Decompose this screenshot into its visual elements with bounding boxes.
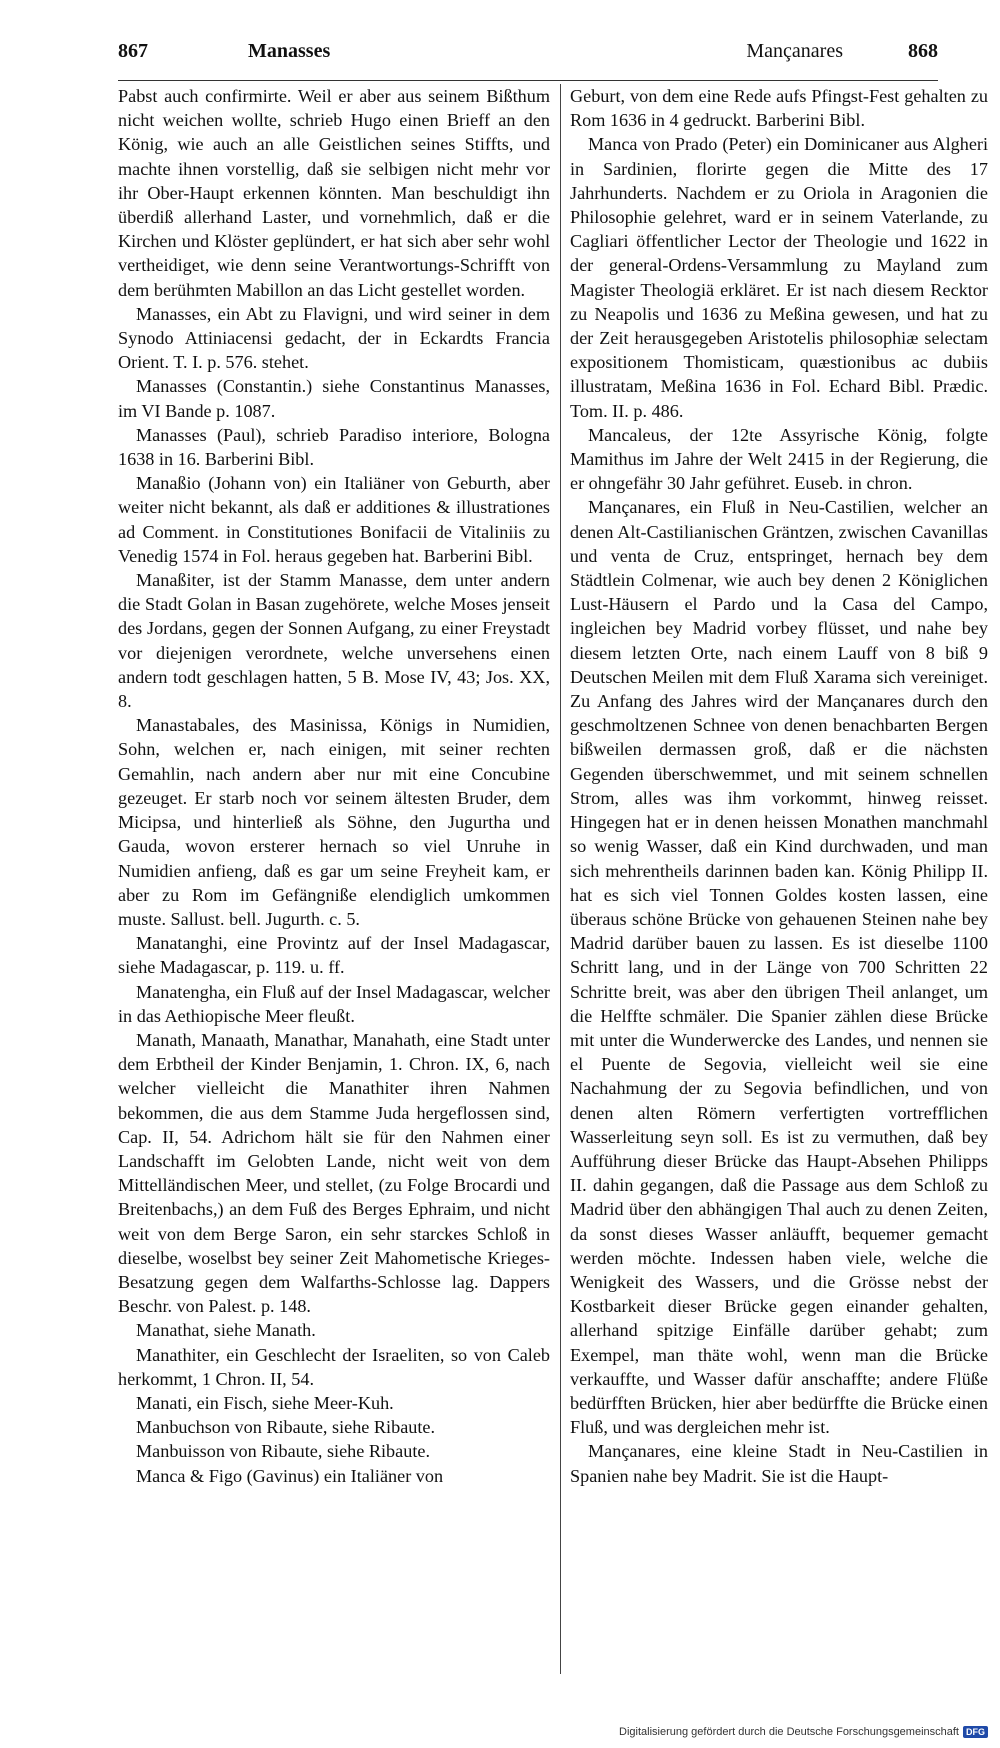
page-number-right: 868 xyxy=(908,40,938,62)
dictionary-entry: Manasses, ein Abt zu Flavigni, und wird seiner in dem Synodo Attiniacensi gedacht, der in Eckardts Francia Orient. T. I. p. 576. stehet. xyxy=(118,303,550,373)
dictionary-entry: Manastabales, des Masinissa, Königs in Numidien, Sohn, welchen er, nach einigen, mit seiner rechten Gemahlin, nach andern aber nur mit eine Concubine gezeuget. Er starb noch vor seinem ältesten Bruder, dem Micipsa, und hinterließ als Söhne, den Jugurtha und Gauda, wovon ersterer hernach so viel Unruhe in Numidien anfieng, daß es gar um seine Freyheit kam, er aber zu Rom im Gefängniße elendiglich umkommen muste. Sallust. bell. Jugurth. c. 5. xyxy=(118,715,550,929)
dictionary-entry: Manatanghi, eine Provintz auf der Insel Madagascar, siehe Madagascar, p. 119. u. ff. xyxy=(118,933,550,978)
dfg-logo-icon: DFG xyxy=(963,1726,988,1738)
dictionary-entry: Geburt, von dem eine Rede aufs Pfingst-Fest gehalten zu Rom 1636 in 4 gedruckt. Barberini Bibl. xyxy=(570,86,988,131)
dictionary-entry: Manca von Prado (Peter) ein Dominicaner aus Algheri in Sardinien, florirte gegen die Mitte des 17 Jahrhunderts. Nachdem er zu Oriola in Aragonien die Philosophie gelehret, ward er in seinem Vaterlande, zu Cagliari öffentlicher Lector der Theologie und 1622 in der general-Ordens-Versammlung zu Mayland zum Magister Theologiä erkläret. Er ist nach diesem Recktor zu Neapolis und 1636 zu Meßina gewesen, und hat zu der Zeit herausgegeben Aristotelis philosophiæ selectam expositionem Thomisticam, quæstionibus ac dubiis illustratam, Meßina 1636 in Fol. Echard Bibl. Prædic. Tom. II. p. 486. xyxy=(570,134,988,421)
dictionary-entry: Manasses (Constantin.) siehe Constantinus Manasses, im VI Bande p. 1087. xyxy=(118,376,550,421)
column-divider xyxy=(560,84,561,1674)
dictionary-entry: Manca & Figo (Gavinus) ein Italiäner von xyxy=(136,1465,444,1486)
footer-credit: Digitalisierung gefördert durch die Deutsche Forschungsgemeinschaft xyxy=(619,1726,959,1738)
right-column xyxy=(570,84,988,1488)
dictionary-entry: Pabst auch confirmirte. Weil er aber aus seinem Bißthum nicht weichen wollte, schrieb Hugo einen Brieff an den König, wie auch an alle Geistlichen seines Stiffts, und machte ihnen vorstellig, daß sie selbigen nicht mehr vor ihr Ober-Haupt erkennen könnten. Man beschuldigt ihn überdiß allerhand Laster, und vornehmlich, daß er die Kirchen und Klöster geplündert, er hat sich aber sehr wohl vertheidiget, wie denn seine Verantwortungs-Schrifft von dem berühmten Mabillon an das Licht gestellet worden. xyxy=(118,86,550,300)
dictionary-entry: Mançanares, ein Fluß in Neu-Castilien, welcher an denen Alt-Castilianischen Gräntzen, zwischen Cavanillas und venta de Cruz, entspringet, hernach bey dem Städtlein Colmenar, wie auch bey denen 2 Königlichen Lust-Häusern el Pardo und la Casa del Campo, ingleichen bey Madrid vorbey flüsset, und nahe bey diesem letzten Orte, nach einem Lauff von 8 biß 9 Deutschen Meilen mit dem Fluß Xarama sich vereiniget. Zu Anfang des Jahres wird der Mançanares durch den geschmoltzenen Schnee von denen benachbarten Bergen bißweilen dermassen groß, daß er die nächsten Gegenden überschwemmet, und mit seinem schnellen Strom, alles was ihm vorkommt, hinweg reisset. Hingegen hat er in denen heissen Monathen manchmahl so wenig Wasser, daß ein Kind durchwaden, und man sich mehrentheils darinnen baden kan. König Philipp II. hat es sich viel Tonnen Goldes kosten lassen, eine überaus schöne Brücke von gehauenen Steinen nahe bey Madrid darüber bauen zu lassen. Es ist dieselbe 1100 Schritt lang, und in der Länge von 700 Schritten 22 Schritte breit, was aber den übrigen Theil anlanget, um die Helffte schmäler. Die Spanier zählen diese Brücke mit unter die Wunderwercke des Landes, und nennen sie el Puente de Segovia, vielleicht weil sie eine Nachahmung der zu Segovia befindlichen, und von denen alten Römern verfertigten vortrefflichen Wasserleitung seyn soll. Es ist zu vermuthen, daß bey Aufführung dieser Brücke das Haupt-Absehen Philipps II. dahin gegangen, daß die Passage aus dem Schloß zu Madrid über den abhängigen Thal auch zu denen Zeiten, da sonst dieses Wasser anläufft, bequemer gemacht werden möchte. Indessen haben viele, welche die Wenigkeit des Wassers, und die Grösse nebst der Kostbarkeit dieser Brücke gegen einander gehalten, allerhand spitzige Einfälle darüber gehabt; zum Exempel, man thäte wohl, wenn man die Brücke verkauffte, und Wasser dafür anschaffte; andere Flüße bedürfften Brücken, hier aber bedürffte die Brücke einen Fluß, und was dergleichen mehr ist. xyxy=(570,497,988,1438)
dictionary-entry: Mançanares, eine kleine Stadt in Neu-Castilien in Spanien nahe bey Madrit. Sie ist die Haupt- xyxy=(570,1441,988,1486)
dictionary-entry: Manathiter, ein Geschlecht der Israeliten, so von Caleb herkommt, 1 Chron. II, 54. xyxy=(118,1344,550,1389)
digitization-footer xyxy=(619,1726,988,1738)
dictionary-entry: Manathat, siehe Manath. xyxy=(136,1320,316,1341)
dictionary-entry: Mancaleus, der 12te Assyrische König, folgte Mamithus im Jahre der Welt 2415 in der Regierung, die er ohngefähr 30 Jahr geführet. Euseb. in chron. xyxy=(570,424,988,494)
running-header xyxy=(118,40,938,76)
dictionary-entry: Manasses (Paul), schrieb Paradiso interiore, Bologna 1638 in 16. Barberini Bibl. xyxy=(118,424,550,470)
header-keyword-right: Mançanares xyxy=(746,40,843,62)
left-column xyxy=(118,84,550,1488)
dictionary-entry: Manbuchson von Ribaute, siehe Ribaute. xyxy=(136,1417,436,1438)
page-number-left: 867 xyxy=(118,40,148,62)
header-keyword-left: Manasses xyxy=(248,40,331,62)
dictionary-entry: Manati, ein Fisch, siehe Meer-Kuh. xyxy=(136,1392,394,1413)
dictionary-entry: Manath, Manaath, Manathar, Manahath, eine Stadt unter dem Erbtheil der Kinder Benjamin, 1. Chron. IX, 6, nach welcher vielleicht die Manathiter ihren Nahmen bekommen, die aus dem Stamme Juda hergeflossen sind, Cap. II, 54. Adrichom hält sie für den Nahmen einer Landschafft im Gelobten Lande, nicht weit von dem Mittelländischen Meer, und stellet, (zu Folge Brocardi und Breitenbachs,) an dem Fuß des Berges Ephraim, und nicht weit von dem Berge Saron, ein sehr starckes Schloß in dieselbe, woselbst bey seiner Zeit Mahometische Krieges-Besatzung gegen dem Walfarths-Schlosse lag. Dappers Beschr. von Palest. p. 148. xyxy=(118,1029,550,1317)
dictionary-entry: Manaßiter, ist der Stamm Manasse, dem unter andern die Stadt Golan in Basan zugehörete, welche Moses jenseit des Jordans, gegen der Sonnen Aufgang, zu einer Freystadt vor diejenigen verordnete, welche unversehens einen andern todt geschlagen hatten, 5 B. Mose IV, 43; Jos. XX, 8. xyxy=(118,570,550,712)
dictionary-entry: Manatengha, ein Fluß auf der Insel Madagascar, welcher in das Aethiopische Meer fleußt. xyxy=(118,981,550,1026)
header-rule xyxy=(118,80,938,81)
dictionary-entry: Manaßio (Johann von) ein Italiäner von Geburth, aber weiter nicht bekannt, als daß er additiones & illustrationes ad Comment. in Constitutiones Bonifacii de Vitaliniis zu Venedig 1574 in Fol. heraus gegeben hat. Barberini Bibl. xyxy=(118,473,550,566)
dictionary-entry: Manbuisson von Ribaute, siehe Ribaute. xyxy=(136,1441,430,1462)
